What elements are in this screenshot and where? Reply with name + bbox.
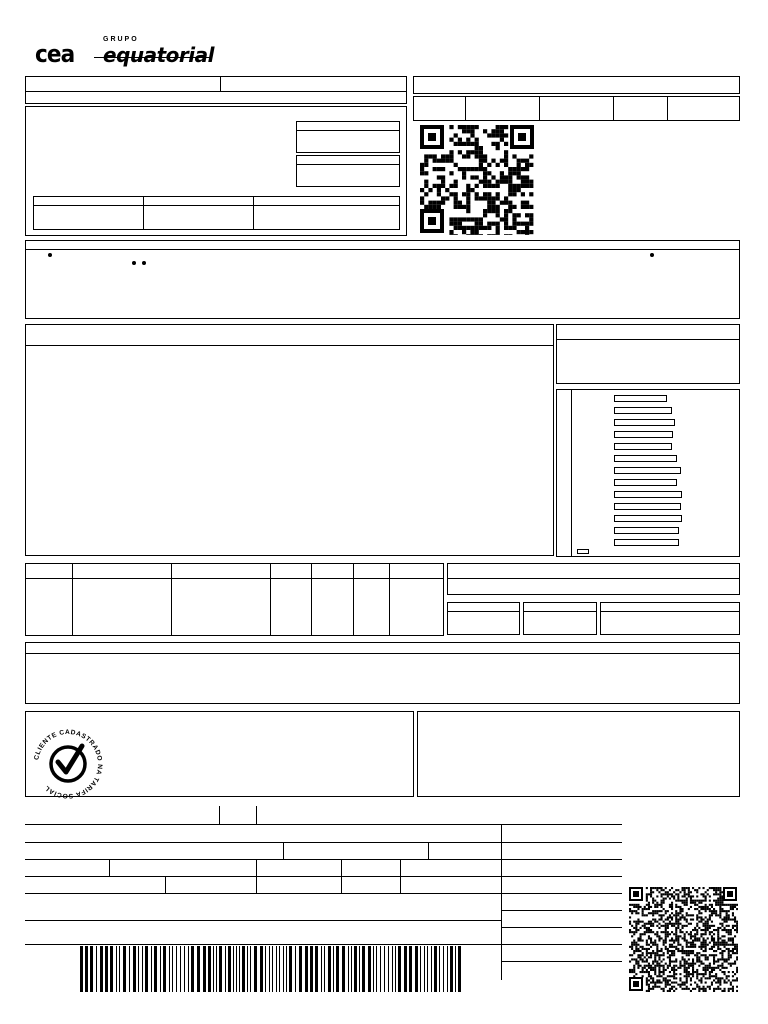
tariff-social-seal bbox=[28, 724, 108, 804]
history-bar bbox=[614, 455, 677, 462]
history-bar bbox=[614, 431, 673, 438]
barcode-icon bbox=[80, 946, 462, 992]
history-bar bbox=[614, 515, 682, 522]
check-circle-icon bbox=[51, 746, 85, 781]
social-tariff-box bbox=[25, 711, 414, 800]
tax-field-1 bbox=[447, 602, 520, 635]
bullet-dot bbox=[48, 253, 52, 257]
history-bar bbox=[614, 419, 675, 426]
qr-code-icon bbox=[628, 886, 738, 992]
info-table bbox=[33, 196, 400, 230]
history-bar bbox=[614, 479, 677, 486]
bullet-dot bbox=[650, 253, 654, 257]
bullet-dot bbox=[142, 261, 146, 265]
logo-equatorial-text: equatorial bbox=[103, 43, 214, 67]
customer-header-box bbox=[25, 76, 407, 104]
notes-box bbox=[417, 711, 740, 797]
qr-code-icon bbox=[418, 123, 536, 235]
invoice-summary-row bbox=[413, 96, 740, 121]
history-bar bbox=[577, 549, 589, 554]
history-bar bbox=[614, 527, 679, 534]
logo-underline bbox=[94, 57, 212, 58]
logo-cea-text: cea bbox=[35, 40, 75, 68]
tax-info-box bbox=[447, 563, 740, 595]
history-bar bbox=[614, 407, 672, 414]
history-bar bbox=[614, 443, 672, 450]
seal-text: CLIENTE CADASTRADO NA TARIFA SOCIAL bbox=[33, 728, 104, 800]
notices-box bbox=[25, 240, 740, 319]
history-bar bbox=[614, 467, 681, 474]
consumption-history-chart bbox=[556, 389, 740, 557]
invoice-header-box bbox=[413, 76, 740, 94]
history-bar bbox=[614, 503, 681, 510]
bullet-dot bbox=[132, 261, 136, 265]
history-bar bbox=[614, 539, 679, 546]
history-bar bbox=[614, 491, 682, 498]
history-bar bbox=[614, 395, 667, 402]
tax-field-3 bbox=[600, 602, 740, 635]
due-info-box bbox=[556, 324, 740, 384]
billing-details-box bbox=[25, 324, 554, 556]
info-field-2 bbox=[296, 155, 400, 187]
logo-grupo-text: GRUPO bbox=[103, 36, 139, 43]
info-field-1 bbox=[296, 121, 400, 153]
messages-box bbox=[25, 642, 740, 704]
tax-field-2 bbox=[523, 602, 597, 635]
customer-info-box bbox=[25, 106, 407, 236]
measurement-table bbox=[25, 563, 444, 636]
